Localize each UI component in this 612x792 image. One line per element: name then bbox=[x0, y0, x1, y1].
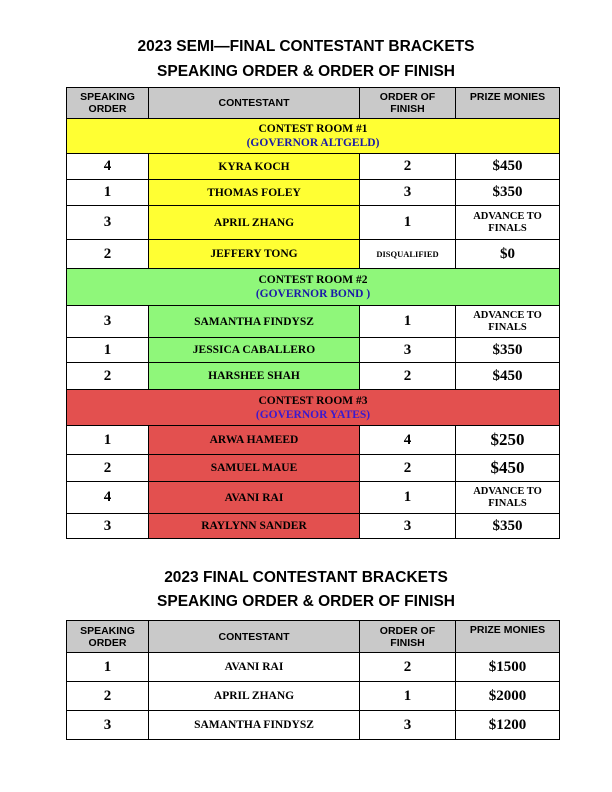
speaking-order: 1 bbox=[67, 338, 149, 363]
table-row bbox=[67, 514, 560, 539]
prize-monies: $1500 bbox=[456, 653, 560, 682]
room-governor: (GOVERNOR BOND ) bbox=[255, 288, 371, 300]
table-row bbox=[67, 426, 560, 455]
prize-monies: ADVANCE TO FINALS bbox=[456, 306, 560, 338]
speaking-order: 2 bbox=[67, 363, 149, 390]
contestant-name: AVANI RAI bbox=[149, 653, 360, 682]
contestant-name: ARWA HAMEED bbox=[149, 426, 360, 455]
contestant-name: JEFFERY TONG bbox=[149, 240, 360, 269]
table-row bbox=[67, 682, 560, 711]
prize-monies: $450 bbox=[456, 154, 560, 180]
order-of-finish: 1 bbox=[360, 306, 456, 338]
room-name: CONTEST ROOM #3 bbox=[258, 394, 368, 407]
speaking-order: 3 bbox=[67, 306, 149, 338]
order-of-finish: 2 bbox=[360, 363, 456, 390]
contestant-name: AVANI RAI bbox=[149, 482, 360, 514]
speaking-order: 4 bbox=[67, 482, 149, 514]
speaking-order: 3 bbox=[67, 514, 149, 539]
contestant-name: SAMANTHA FINDYSZ bbox=[149, 306, 360, 338]
contestant-name: APRIL ZHANG bbox=[149, 206, 360, 240]
semi-final-table bbox=[66, 87, 560, 539]
speaking-order: 2 bbox=[67, 240, 149, 269]
table-row bbox=[67, 363, 560, 390]
prize-monies: $350 bbox=[456, 338, 560, 363]
room-governor: (GOVERNOR ALTGELD) bbox=[246, 137, 380, 149]
speaking-order: 1 bbox=[67, 653, 149, 682]
room-governor: (GOVERNOR YATES) bbox=[255, 408, 371, 421]
table-row bbox=[67, 240, 560, 269]
speaking-order: 1 bbox=[67, 180, 149, 206]
speaking-order: 4 bbox=[67, 154, 149, 180]
table-row bbox=[67, 711, 560, 740]
room-header-3 bbox=[67, 390, 560, 426]
prize-monies: ADVANCE TO FINALS bbox=[456, 482, 560, 514]
speaking-order: 3 bbox=[67, 711, 149, 740]
prize-monies: $250 bbox=[456, 426, 560, 455]
header-order-of-finish: ORDER OF FINISH bbox=[360, 621, 456, 653]
header-prize-monies: PRIZE MONIES bbox=[456, 88, 560, 119]
order-of-finish: 3 bbox=[360, 338, 456, 363]
order-of-finish: DISQUALIFIED bbox=[360, 240, 456, 269]
contestant-name: SAMUEL MAUE bbox=[149, 455, 360, 482]
table-header-row bbox=[67, 88, 560, 119]
table-row bbox=[67, 154, 560, 180]
table-row bbox=[67, 180, 560, 206]
order-of-finish: 1 bbox=[360, 482, 456, 514]
header-contestant: CONTESTANT bbox=[149, 88, 360, 119]
prize-monies: $2000 bbox=[456, 682, 560, 711]
order-of-finish: 3 bbox=[360, 711, 456, 740]
order-of-finish: 4 bbox=[360, 426, 456, 455]
contestant-name: THOMAS FOLEY bbox=[149, 180, 360, 206]
semi-subtitle: SPEAKING ORDER & ORDER OF FINISH bbox=[157, 63, 455, 80]
contestant-name: JESSICA CABALLERO bbox=[149, 338, 360, 363]
table-row bbox=[67, 306, 560, 338]
contestant-name: RAYLYNN SANDER bbox=[149, 514, 360, 539]
order-of-finish: 2 bbox=[360, 154, 456, 180]
speaking-order: 3 bbox=[67, 206, 149, 240]
final-table bbox=[66, 620, 560, 740]
room-name: CONTEST ROOM #2 bbox=[258, 274, 368, 286]
final-title: 2023 FINAL CONTESTANT BRACKETS bbox=[164, 569, 448, 586]
contestant-name: HARSHEE SHAH bbox=[149, 363, 360, 390]
header-speaking-order: SPEAKING ORDER bbox=[67, 621, 149, 653]
order-of-finish: 3 bbox=[360, 180, 456, 206]
table-row bbox=[67, 206, 560, 240]
prize-monies: $450 bbox=[456, 455, 560, 482]
order-of-finish: 1 bbox=[360, 682, 456, 711]
table-row bbox=[67, 338, 560, 363]
speaking-order: 1 bbox=[67, 426, 149, 455]
order-of-finish: 2 bbox=[360, 455, 456, 482]
room-header-1 bbox=[67, 119, 560, 154]
order-of-finish: 1 bbox=[360, 206, 456, 240]
prize-monies: ADVANCE TO FINALS bbox=[456, 206, 560, 240]
contestant-name: SAMANTHA FINDYSZ bbox=[149, 711, 360, 740]
table-row bbox=[67, 455, 560, 482]
header-order-of-finish: ORDER OF FINISH bbox=[360, 88, 456, 119]
room-name: CONTEST ROOM #1 bbox=[258, 123, 368, 135]
semi-title: 2023 SEMI—FINAL CONTESTANT BRACKETS bbox=[137, 38, 475, 55]
prize-monies: $450 bbox=[456, 363, 560, 390]
prize-monies: $0 bbox=[456, 240, 560, 269]
table-row bbox=[67, 482, 560, 514]
prize-monies: $350 bbox=[456, 514, 560, 539]
header-prize-monies: PRIZE MONIES bbox=[456, 621, 560, 653]
header-speaking-order: SPEAKING ORDER bbox=[67, 88, 149, 119]
prize-monies: $350 bbox=[456, 180, 560, 206]
contestant-name: KYRA KOCH bbox=[149, 154, 360, 180]
table-header-row bbox=[67, 621, 560, 653]
order-of-finish: 3 bbox=[360, 514, 456, 539]
room-header-2 bbox=[67, 269, 560, 306]
speaking-order: 2 bbox=[67, 682, 149, 711]
header-contestant: CONTESTANT bbox=[149, 621, 360, 653]
order-of-finish: 2 bbox=[360, 653, 456, 682]
speaking-order: 2 bbox=[67, 455, 149, 482]
contestant-name: APRIL ZHANG bbox=[149, 682, 360, 711]
prize-monies: $1200 bbox=[456, 711, 560, 740]
final-subtitle: SPEAKING ORDER & ORDER OF FINISH bbox=[157, 593, 455, 610]
table-row bbox=[67, 653, 560, 682]
